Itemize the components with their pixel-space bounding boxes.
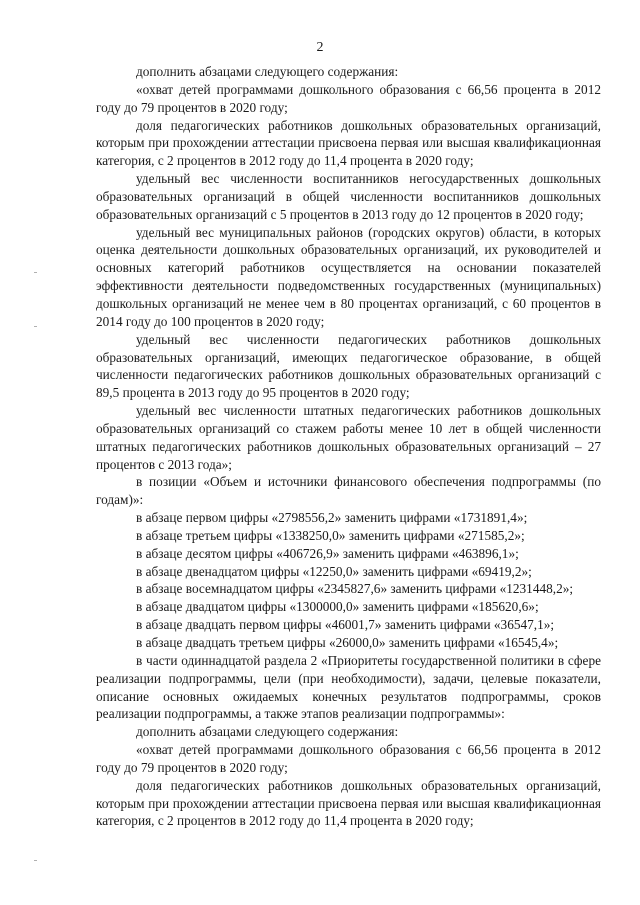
paragraph: «охват детей программами дошкольного образования с 66,56 процента в 2012 году до 79 процентов в 2020 году; [96, 742, 601, 775]
scan-edge-mark [34, 860, 37, 861]
paragraph: удельный вес численности воспитанников негосударственных дошкольных образовательных организаций в общей численности воспитанников дошкольных образовательных организаций с 5 процентов в 2013 году до 12 процентов в 2020 году; [96, 171, 601, 222]
document-body [96, 63, 601, 830]
list-item: в абзаце третьем цифры «1338250,0» заменить цифрами «271585,2»; [136, 527, 525, 543]
paragraph: удельный вес численности штатных педагогических работников дошкольных образовательных организаций со стажем работы менее 10 лет в общей численности штатных педагогических работников дошкольных образовательных организаций – 27 процентов с 2013 года»; [96, 403, 601, 472]
paragraph: удельный вес муниципальных районов (городских округов) области, в которых оценка деятельности дошкольных образовательных организаций, их руководителей и основных категорий работников осуществляется на основании показателей эффективности деятельности подведомственных государственных (муниципальных) дошкольных организаций не менее чем в 80 процентах организаций, с 60 процентов в 2014 году до 100 процентов в 2020 году; [96, 224, 601, 329]
paragraph: «охват детей программами дошкольного образования с 66,56 процента в 2012 году до 79 процентов в 2020 году; [96, 81, 601, 115]
scan-edge-mark [34, 272, 37, 273]
paragraph: доля педагогических работников дошкольных образовательных организаций, которым при прохождении аттестации присвоена первая или высшая квалификационная категория, с 2 процентов в 2012 году до 11,4 процента в 2020 году; [96, 117, 601, 169]
paragraph: удельный вес численности педагогических работников дошкольных образовательных организаций, имеющих педагогическое образование, в общей численности педагогических работников дошкольных образовательных организаций с 89,5 процента в 2013 году до 95 процентов в 2020 году; [96, 331, 601, 401]
list-item: в абзаце двадцать третьем цифры «26000,0» заменить цифрами «16545,4»; [136, 635, 559, 650]
list-item: в абзаце двенадцатом цифры «12250,0» заменить цифрами «69419,2»; [136, 563, 532, 579]
list-item: в абзаце двадцать первом цифры «46001,7» заменить цифрами «36547,1»; [136, 617, 555, 633]
paragraph: дополнить абзацами следующего содержания: [136, 64, 399, 79]
list-item: в абзаце двадцатом цифры «1300000,0» заменить цифрами «185620,6»; [136, 599, 539, 615]
page-number: 2 [316, 40, 324, 55]
list-item: в абзаце восемнадцатом цифры «2345827,6» заменить цифрами «1231448,2»; [136, 581, 574, 597]
list-item: в абзаце первом цифры «2798556,2» заменить цифрами «1731891,4»; [136, 510, 528, 526]
paragraph: в части одиннадцатой раздела 2 «Приоритеты государственной политики в сфере реализации подпрограммы, цели (при необходимости), задачи, целевые показатели, описание основных ожидаемых конечных результатов подпрограммы, сроков реализации подпрограммы, а также этапов реализации подпрограммы»: [96, 652, 601, 722]
paragraph: дополнить абзацами следующего содержания: [136, 724, 399, 740]
paragraph: в позиции «Объем и источники финансового обеспечения подпрограммы (по годам)»: [96, 474, 601, 508]
list-item: в абзаце десятом цифры «406726,9» заменить цифрами «463896,1»; [136, 545, 519, 561]
scan-edge-mark [34, 326, 37, 327]
paragraph: доля педагогических работников дошкольных образовательных организаций, которым при прохождении аттестации присвоена первая или высшая квалификационная категория, с 2 процентов в 2012 году до 11,4 процента в 2020 году; [96, 777, 601, 829]
